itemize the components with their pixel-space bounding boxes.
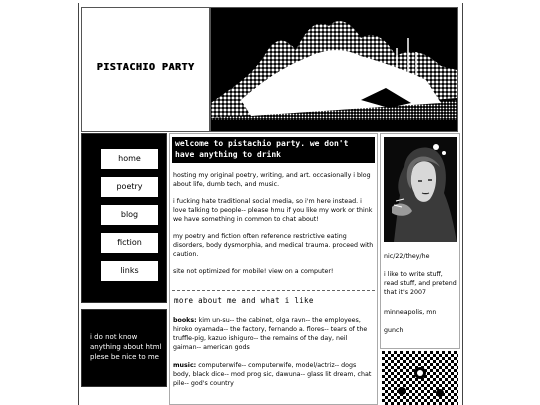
profile-bio: i like to write stuff, read stuff, and pretend that it's 2007	[384, 271, 457, 296]
sidebar-nav	[81, 133, 167, 303]
intro-paragraph: hosting my original poetry, writing, and art. occasionally i blog about life, dumb tech, and music.	[173, 172, 371, 188]
page-frame	[78, 3, 463, 405]
about-heading: more about me and what i like	[172, 290, 375, 307]
social-media-paragraph: i fucking hate traditional social media, so i'm here instead. i love talking to people-- please hmu if you like my work or think we have something in common to chat about!	[173, 198, 373, 223]
profile-sidebar	[380, 133, 460, 349]
nav-blog[interactable]: blog	[93, 205, 158, 225]
profile-last-line: gunch	[384, 327, 404, 334]
books-paragraph	[173, 316, 374, 352]
checkerboard-svg	[382, 351, 458, 405]
header-banner-image	[210, 7, 458, 132]
profile-photo-graphic	[384, 137, 457, 242]
main-content	[169, 133, 378, 405]
profile-identity: nic/22/they/he	[384, 253, 430, 260]
music-label: music:	[173, 362, 197, 369]
welcome-heading: welcome to pistachio party. we don't have anything to drink	[172, 137, 375, 163]
checkerboard-graphic	[382, 351, 458, 405]
nav-links[interactable]: links	[93, 261, 158, 281]
site-title: PISTACHIO PARTY	[96, 62, 195, 73]
books-label: books:	[173, 317, 197, 324]
banner-graphic	[211, 8, 457, 131]
content-warning-paragraph: my poetry and fiction often reference restrictive eating disorders, body dysmorphia, and medical trauma. proceed with caution.	[173, 233, 374, 258]
profile-photo	[384, 137, 457, 242]
site-title-box	[81, 7, 210, 132]
note-text: i do not know anything about html plese be nice to me	[90, 333, 162, 361]
nav-home[interactable]: home	[93, 149, 158, 169]
nav-fiction[interactable]: fiction	[93, 233, 158, 253]
mobile-notice-paragraph: site not optimized for mobile! view on a computer!	[173, 268, 334, 275]
nav-poetry[interactable]: poetry	[93, 177, 158, 197]
books-text: kim un-su-- the cabinet, olga ravn-- the employees, hiroko oyamada-- the factory, fernando a. flores-- tears of the truffle-pig, kazuo ishiguro-- the remains of the day, neil gaiman-- american gods	[173, 317, 368, 351]
profile-location: minneapolis, mn	[384, 309, 437, 316]
music-paragraph	[173, 361, 374, 388]
music-text: computerwife-- computerwife, model/actriz-- dogs body, black dice-- mod prog sic, dawuna-- glass lit dream, chat pile-- god's country	[173, 362, 372, 387]
note-box	[81, 309, 167, 387]
